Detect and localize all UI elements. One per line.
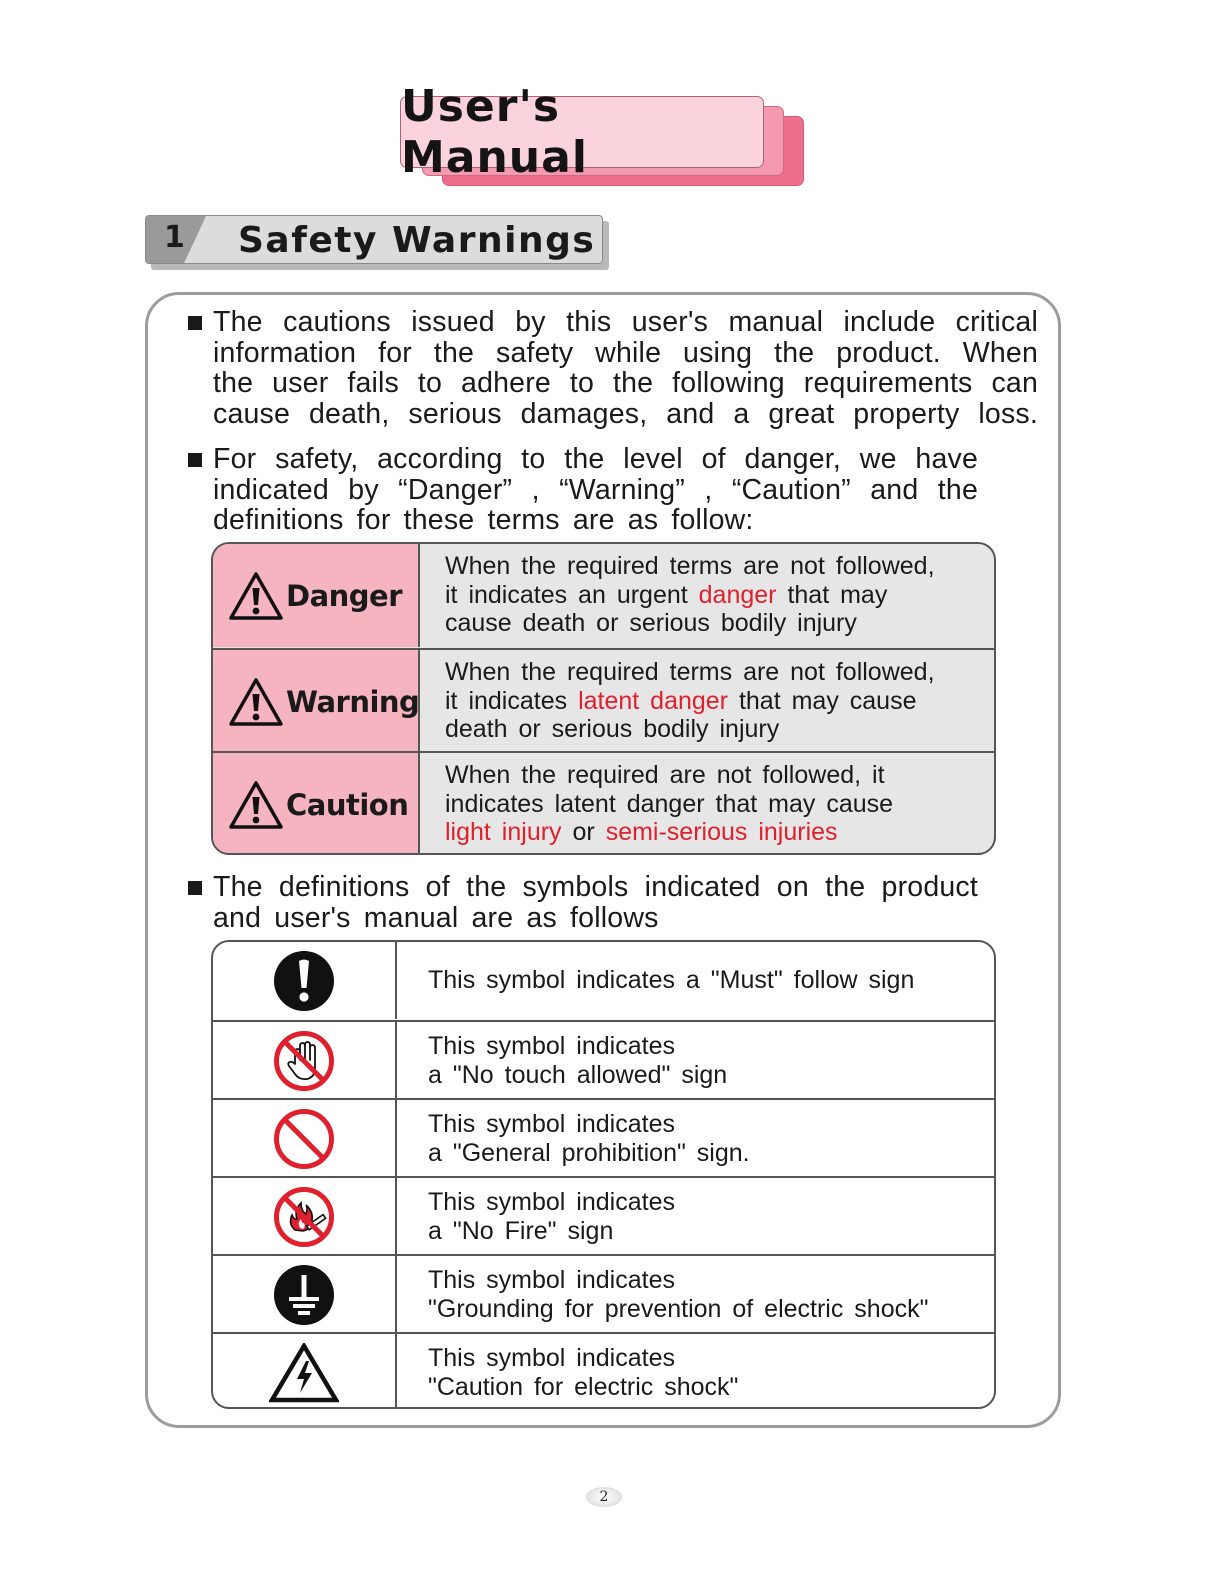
text-line: a "No touch allowed" sign [428, 1060, 728, 1089]
text-line: This symbol indicates [428, 1344, 675, 1372]
symbol-description [428, 1032, 727, 1089]
level-name: Warning [286, 684, 420, 719]
bullet-levels-intro [186, 444, 978, 536]
general-prohibition-icon [273, 1108, 335, 1170]
text-segment: When the required terms are not followed, [445, 658, 935, 686]
warning-triangle-icon [213, 571, 284, 621]
text-line: definitions for these terms are as follow: [213, 504, 754, 536]
page-number: 2 [586, 1487, 622, 1507]
section-title: Safety Warnings [238, 220, 596, 261]
symbol-description [428, 1110, 750, 1167]
text-line: For safety, according to the level of danger, we have [213, 443, 978, 475]
bullet-square-icon [188, 453, 202, 467]
text-segment: that may [776, 580, 888, 609]
symbol-description [428, 1266, 929, 1323]
symbol-icon-cell [213, 1100, 397, 1177]
level-name: Caution [286, 787, 409, 822]
symbol-icon-cell [213, 1178, 397, 1255]
electric-shock-caution-icon [269, 1343, 339, 1403]
text-line: cause death, serious damages, and a great property loss. [213, 397, 1038, 430]
symbol-row [213, 1098, 994, 1177]
bullet-symbols-intro-text [213, 872, 978, 933]
warning-triangle-icon [213, 780, 284, 830]
text-line [445, 761, 893, 790]
level-row-warning [213, 648, 994, 753]
grounding-icon [273, 1264, 335, 1326]
symbol-row [213, 1020, 994, 1099]
level-label-cell [213, 753, 420, 855]
level-name: Danger [286, 578, 403, 613]
text-segment: When the required terms are not followed, [445, 552, 935, 580]
text-line [445, 609, 935, 638]
title-banner-front-layer [400, 81, 764, 183]
level-label-cell [213, 544, 420, 647]
symbol-row [213, 942, 994, 1019]
symbol-row [213, 1332, 994, 1409]
text-segment: it indicates an urgent [445, 580, 699, 609]
bullet-square-icon [188, 316, 202, 330]
symbol-description [428, 966, 914, 995]
text-line [445, 687, 935, 716]
symbol-icon-cell [213, 942, 397, 1019]
symbol-icon-cell [213, 1256, 397, 1333]
level-description [445, 761, 893, 847]
must-follow-icon [273, 950, 335, 1012]
warning-triangle-icon [213, 677, 284, 727]
text-segment: it indicates [445, 686, 579, 715]
symbol-icon-cell [213, 1022, 397, 1099]
bullet-square-icon [188, 881, 202, 895]
text-segment: that may cause [728, 686, 917, 715]
highlighted-term: latent danger [578, 686, 729, 715]
text-segment: or [561, 818, 606, 846]
section-heading [145, 215, 611, 271]
symbol-description [428, 1344, 738, 1401]
text-line [445, 658, 935, 687]
text-segment: When the required are not followed, it [445, 761, 885, 789]
level-row-danger [213, 544, 994, 647]
bullet-intro [186, 307, 1038, 429]
text-line [445, 715, 935, 744]
symbol-description [428, 1188, 675, 1245]
level-label-cell [213, 650, 420, 753]
symbol-row [213, 1176, 994, 1255]
symbol-definitions-table [211, 940, 996, 1409]
text-line: the user fails to adhere to the following requirements can [213, 367, 1038, 399]
text-line: "Grounding for prevention of electric shock" [428, 1294, 929, 1323]
text-line: information for the safety while using the product. When [213, 336, 1038, 369]
level-description [445, 552, 935, 638]
text-line: and user's manual are as follows [213, 901, 659, 934]
text-segment: cause death or serious bodily injury [445, 609, 857, 637]
text-line: a "No Fire" sign [428, 1216, 614, 1245]
bullet-intro-text [213, 307, 1038, 429]
text-line [445, 581, 935, 610]
bullet-symbols-intro [186, 872, 978, 933]
section-heading-bar [145, 215, 603, 264]
text-line: This symbol indicates [428, 1032, 675, 1060]
text-line [445, 790, 893, 819]
symbol-row [213, 1254, 994, 1333]
text-line: The cautions issued by this user's manual include critical [213, 306, 1038, 338]
level-row-caution [213, 751, 994, 855]
text-line [445, 552, 935, 581]
highlighted-term: danger [698, 580, 777, 609]
text-segment: indicates latent danger that may cause [445, 789, 894, 818]
bullet-levels-intro-text [213, 444, 978, 536]
no-touch-icon [273, 1030, 335, 1092]
text-line: This symbol indicates [428, 1266, 675, 1294]
section-number: 1 [164, 220, 185, 255]
text-line: This symbol indicates [428, 1188, 675, 1216]
text-line: The definitions of the symbols indicated on the product [213, 871, 978, 903]
text-line: This symbol indicates a "Must" follow sign [428, 966, 915, 994]
text-line: This symbol indicates [428, 1110, 675, 1138]
title-banner [400, 81, 810, 190]
text-line [445, 818, 893, 847]
highlighted-term: semi-serious injuries [605, 818, 838, 846]
text-line: indicated by “Danger” , “Warning” , “Caution” and the [213, 473, 978, 506]
text-segment: death or serious bodily injury [445, 715, 780, 743]
level-description [445, 658, 935, 744]
danger-level-table [211, 542, 996, 855]
symbol-icon-cell [213, 1334, 397, 1409]
page-title: User's Manual [401, 81, 588, 183]
text-line: a "General prohibition" sign. [428, 1138, 750, 1167]
text-line: "Caution for electric shock" [428, 1372, 739, 1401]
no-fire-icon [273, 1186, 335, 1248]
highlighted-term: light injury [445, 818, 562, 846]
